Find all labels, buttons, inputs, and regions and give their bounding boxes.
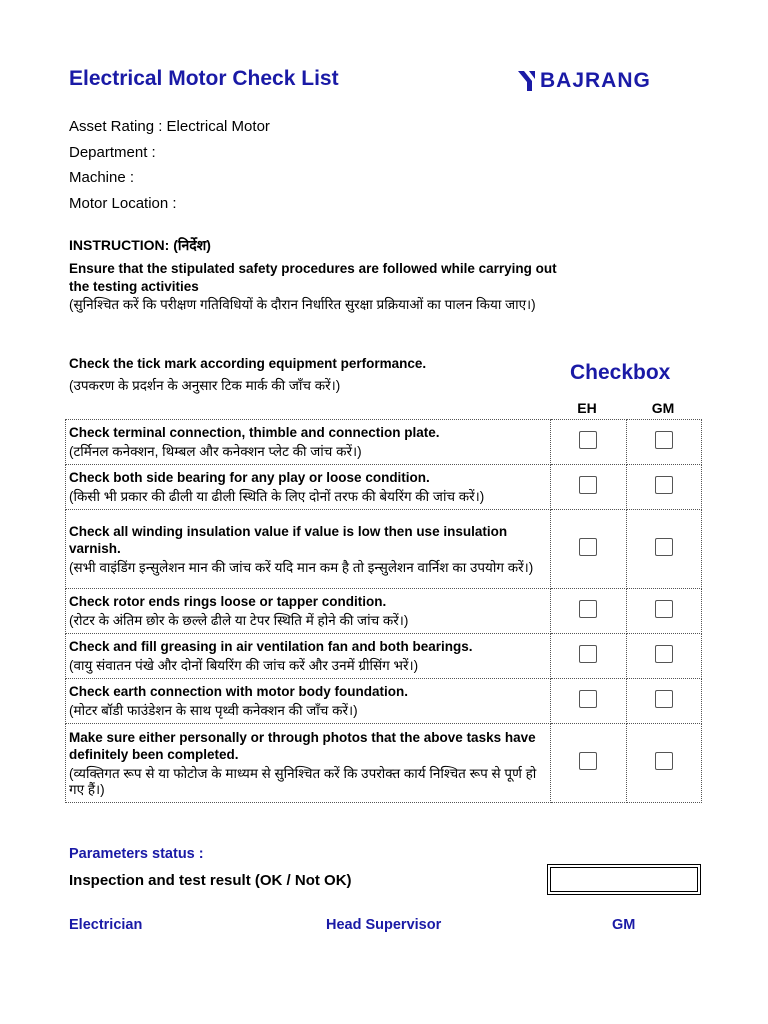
item-text-en: Check all winding insulation value if value is low then use insulation varnish. (69, 523, 508, 556)
motor-location-field: Motor Location : (69, 194, 177, 212)
eh-cell (551, 679, 626, 724)
item-text-en: Check terminal connection, thimble and connection plate. (69, 425, 440, 441)
logo-text: BAJRANG (540, 69, 651, 92)
bajrang-logo-icon (518, 71, 536, 91)
item-text-hi: (किसी भी प्रकार की ढीली या ढीली स्थिति के लिए दोनों तरफ की बेयरिंग की जांच करें।) (69, 488, 485, 504)
item-description (66, 679, 551, 724)
item-description (66, 420, 551, 465)
instruction-text-hi: (सुनिश्चित करें कि परीक्षण गतिविधियों के दौरान निर्धारित सुरक्षा प्रक्रियाओं का पालन किया जाए।) (69, 297, 536, 312)
eh-checkbox[interactable] (579, 538, 597, 556)
gm-checkbox[interactable] (655, 600, 673, 618)
column-header-gm: GM (651, 400, 675, 416)
checklist-row (66, 420, 702, 465)
gm-cell (626, 465, 701, 510)
item-text-en: Check rotor ends rings loose or tapper condition. (69, 594, 387, 610)
item-text-en: Make sure either personally or through photos that the above tasks have definitely been completed. (69, 729, 536, 762)
asset-meta (69, 117, 270, 219)
item-text-hi: (टर्मिनल कनेक्शन, थिम्बल और कनेक्शन प्लेट की जांच करें।) (69, 443, 362, 459)
eh-cell (551, 465, 626, 510)
checklist-row (66, 679, 702, 724)
eh-checkbox[interactable] (579, 431, 597, 449)
eh-checkbox[interactable] (579, 645, 597, 663)
gm-checkbox[interactable] (655, 431, 673, 449)
item-description (66, 465, 551, 510)
eh-checkbox[interactable] (579, 476, 597, 494)
eh-cell (551, 589, 626, 634)
instruction-text-en: Ensure that the stipulated safety procedures are followed while carrying out the testing activities (69, 261, 557, 294)
eh-checkbox[interactable] (579, 690, 597, 708)
column-header-eh: EH (577, 400, 597, 416)
gm-cell (626, 634, 701, 679)
eh-cell (551, 510, 626, 589)
signature-head-supervisor: Head Supervisor (326, 917, 442, 933)
item-description (66, 589, 551, 634)
item-text-hi: (मोटर बॉडी फाउंडेशन के साथ पृथ्वी कनेक्शन की जाँच करें।) (69, 702, 358, 718)
item-text-hi: (सभी वाइंडिंग इन्सुलेशन मान की जांच करें यदि मान कम है तो इन्सुलेशन वार्निश का उपयोग करें।) (69, 559, 534, 575)
inspection-result-value (550, 867, 698, 892)
item-text-en: Check earth connection with motor body foundation. (69, 684, 409, 700)
checklist-row (66, 465, 702, 510)
gm-checkbox[interactable] (655, 690, 673, 708)
check-note-hi: (उपकरण के प्रदर्शन के अनुसार टिक मार्क की जाँच करें।) (69, 378, 341, 393)
department-field: Department : (69, 143, 156, 161)
inspection-result-field[interactable] (547, 864, 701, 895)
eh-checkbox[interactable] (579, 752, 597, 770)
eh-cell (551, 420, 626, 465)
gm-cell (626, 679, 701, 724)
instruction-heading: INSTRUCTION: (निर्देश) (69, 237, 211, 253)
item-text-hi: (व्यक्तिगत रूप से या फोटोज के माध्यम से सुनिश्चित करें कि उपरोक्त कार्य निश्चित रूप से पूर्ण हो गए हैं।) (69, 765, 537, 797)
checklist-row (66, 634, 702, 679)
inspection-result-label: Inspection and test result (OK / Not OK) (69, 872, 352, 889)
item-text-en: Check both side bearing for any play or loose condition. (69, 470, 430, 486)
eh-checkbox[interactable] (579, 600, 597, 618)
item-text-hi: (वायु संवातन पंखे और दोनों बियरिंग की जांच करें और उनमें ग्रीसिंग भरें।) (69, 657, 419, 673)
bajrang-logo (518, 69, 651, 93)
item-description (66, 634, 551, 679)
signature-electrician: Electrician (69, 917, 143, 933)
checklist-row (66, 589, 702, 634)
checkbox-title: Checkbox (570, 361, 671, 384)
gm-cell (626, 589, 701, 634)
check-note-en: Check the tick mark according equipment performance. (69, 356, 427, 371)
checklist-row (66, 724, 702, 803)
item-description (66, 510, 551, 589)
gm-checkbox[interactable] (655, 538, 673, 556)
checklist-table (65, 419, 702, 803)
gm-cell (626, 420, 701, 465)
item-text-hi: (रोटर के अंतिम छोर के छल्ले ढीले या टेपर स्थिति में होने की जांच करें।) (69, 612, 409, 628)
gm-cell (626, 724, 701, 803)
page-title: Electrical Motor Check List (69, 67, 339, 90)
item-text-en: Check and fill greasing in air ventilation fan and both bearings. (69, 639, 473, 655)
asset-rating: Asset Rating : Electrical Motor (69, 118, 270, 135)
item-description (66, 724, 551, 803)
checklist-row (66, 510, 702, 589)
gm-checkbox[interactable] (655, 476, 673, 494)
gm-cell (626, 510, 701, 589)
eh-cell (551, 634, 626, 679)
machine-field: Machine : (69, 169, 135, 186)
gm-checkbox[interactable] (655, 752, 673, 770)
signature-gm: GM (612, 917, 636, 933)
eh-cell (551, 724, 626, 803)
gm-checkbox[interactable] (655, 645, 673, 663)
parameters-heading: Parameters status : (69, 846, 204, 862)
